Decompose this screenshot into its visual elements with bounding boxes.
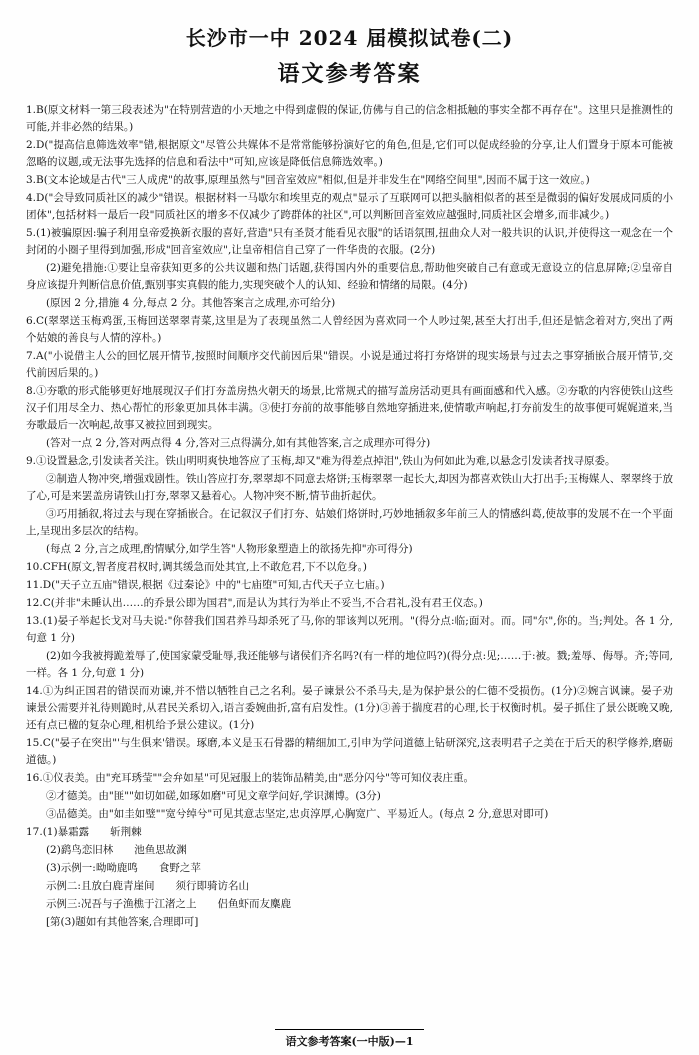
answer-subitem: (2)如今我被拇跪羞辱了,使国家蒙受耻辱,我还能够与诸侯们齐名吗?(有一样的地位吗?)(得分点:见;……于:被。戮;羞辱、侮辱。齐;等同,一样。各 1 分,句意 1 分) — [26, 650, 673, 679]
page-title: 长沙市一中 2024 届模拟试卷(二) — [185, 26, 514, 50]
answer-item: 13.(1)晏子举起长戈对马夫说:"你替我们国君养马却杀死了马,你的罪该判以死刑。"(得分点:临;面对。而。同"尔",你的。当;判处。各 1 分,句意 1 分) — [26, 615, 673, 644]
answer-subitem: (2)避免措施:①要让皇帝获知更多的公共议题和热门话题,获得国内外的重要信息,帮助他突破自己有意或无意设立的信息屏障;②皇帝自身应该提升判断信息价值,甄别事实真假的能力,实现突破个人的认知、经验和情绪的局限。(4分) — [26, 262, 673, 291]
answer-item: 15.C("晏子在突出"'与生俱来'错误。琢磨,本义是玉石骨器的精细加工,引申为学问道德上钻研深究,这表明君子之美在于后天的积学修养,磨砺道德。) — [26, 737, 673, 766]
answer-item: 10.CFH(原文,智者度君权时,调其缓急而处其宜,上不敢危君,下不以危身。) — [26, 561, 367, 573]
answer-subitem: (3)示例一:呦呦鹿鸣 食野之苹 — [45, 862, 201, 874]
answer-item: 3.B(文本论域是古代"三人成虎"的故事,原理虽然与"回音室效应"相似,但是并非发生在"网络空间里",因而不属于这一效应。) — [26, 174, 590, 186]
answers-list — [26, 102, 673, 931]
answer-item: 12.C(并非"未睡认出……的乔景公即为国君",而是认为其行为举止不妥当,不合君礼,没有君王仪态。) — [26, 597, 483, 609]
answer-item: 5.(1)被骗原因:骗子利用皇帝爱换新衣服的喜好,营造"只有圣贤才能看见衣服"的话语氛围,扭曲众人对一般共识的认识,并使得这一观念在一个封闭的小圈子里得到加强,形成"回音室效应",让皇帝相信自己穿了一件华贵的衣服。(2分) — [26, 227, 673, 256]
footer-label: 语文参考答案(一中版)—1 — [275, 1029, 423, 1049]
answer-subitem: (2)鹞鸟恋旧林 池鱼思故渊 — [45, 844, 187, 856]
page-subtitle: 语文参考答案 — [277, 61, 422, 87]
answer-item: 17.(1)暴霜露 斩荆棘 — [26, 826, 142, 838]
answer-item: 2.D("提高信息筛选效率"错,根据原文"尽管公共媒体不是常常能够扮演好它的角色,但是,它们可以促成经验的分享,让人们置身于原本可能被忽略的议题,或无法事先选择的信息和看法中"可知,应该是降低信息筛选效率。) — [26, 139, 673, 168]
answer-item: 11.D("天子立五庙"错误,根据《过秦论》中的"七庙堕"可知,古代天子立七庙。) — [26, 579, 385, 591]
answer-item: 6.C(翠翠送玉梅鸡蛋,玉梅回送翠翠青菜,这里是为了表现虽然二人曾经因为喜欢同一个人吵过架,甚至大打出手,但还是惦念着对方,突出了两个姑娘的善良与人情的淳朴。) — [26, 315, 673, 344]
answer-item: 1.B(原文材料一第三段表述为"在特别营造的小天地之中得到虚假的保证,仿佛与自己的信念相抵触的事实全都不再存在"。这里只是推测性的可能,并非必然的结果。) — [26, 104, 673, 133]
answer-item: 9.①设置悬念,引发读者关注。铁山明明爽快地答应了玉梅,却又"难为得差点掉泪",铁山为何如此为难,以悬念引发读者找寻原委。 — [26, 455, 616, 467]
answer-subitem: ③巧用插叙,将过去与现在穿插嵌合。在记叙汉子们打夯、姑娘们烙饼时,巧妙地插叙多年前三人的情感纠葛,使故事的发展不在一个平面上,呈现出多层次的结构。 — [26, 508, 673, 537]
answer-subitem: 示例二:且放白鹿青崖间 须行即骑访名山 — [45, 880, 249, 892]
answer-item: 16.①仪表美。由"充耳琇莹""会弁如星"可见冠服上的装饰品精美,由"恶分闪兮"等可知仪表庄重。 — [26, 772, 475, 784]
answer-subitem: [第(3)题如有其他答案,合理即可] — [45, 916, 199, 928]
answer-item: 4.D("会导致同质社区的减少"错误。根据材料一马歇尔和埃里克的观点"显示了互联网可以把头脑相似者的甚至是微弱的偏好发展成同质的小团体",包括材料一最后一段"同质社区的增多不仅减少了跨群体的社区",可以判断回音室效应越强时,同质社区会增多,而非减少。) — [26, 192, 673, 221]
answer-subitem: 示例三:况吾与子渔樵于江渚之上 侣鱼虾而友麋鹿 — [45, 898, 291, 910]
answer-item: 7.A("小说借主人公的回忆展开情节,按照时间顺序交代前因后果"错误。小说是通过将打夯烙饼的现实场景与过去之事穿插嵌合展开情节,交代前因后果的。) — [26, 350, 673, 379]
answer-item: 14.①为纠正国君的错误而劝谏,并不惜以牺牲自己之名利。晏子谏景公不杀马夫,是为保护景公的仁德不受损伤。(1分)②婉言讽谏。晏子劝谏景公需要并礼待则跪时,从君民关系切入,语言委婉曲折,富有启发性。(1分)③善于揣度君的心理,长于权衡时机。晏子抓住了景公既晚又晚,还有点已楹的复杂心理,相机给予景公建议。(1分) — [26, 685, 673, 731]
answer-subitem: ②才德美。由"匪""如切如磋,如琢如磨"可见文章学问好,学识渊博。(3分) — [45, 790, 381, 802]
answer-subitem: (原因 2 分,措施 4 分,每点 2 分。其他答案言之成理,亦可给分) — [45, 297, 336, 309]
answer-subitem: ②制造人物冲突,增强戏剧性。铁山答应打夯,翠翠却不同意去烙饼;玉梅翠翠一起长大,却因为都喜欢铁山大打出手;玉梅媒人、翠翠终于放了心,可是来罢盖房请铁山打夯,翠翠又悬着心。人物冲突不断,情节曲折起伏。 — [26, 473, 673, 502]
page-footer — [0, 1029, 699, 1049]
answer-subitem: ③品德美。由"如圭如璧""宽兮绰兮"可见其意志坚定,忠贞淳厚,心胸宽广、平易近人。(每点 2 分,意思对即可) — [45, 808, 549, 820]
answer-subitem: (每点 2 分,言之成理,酌情赋分,如学生答"人物形象塑造上的欲扬先抑"亦可得分) — [45, 543, 413, 555]
answer-subitem: (答对一点 2 分,答对两点得 4 分,答对三点得满分,如有其他答案,言之成理亦可得分) — [45, 437, 431, 449]
answer-item: 8.①夯歌的形式能够更好地展现汉子们打夯盖房热火朝天的场景,比常规式的描写盖房活动更具有画面感和代入感。②夯歌的内容使铁山这些汉子们用尽全力、热心帮忙的形象更加具体丰满。③使打夯前的故事能够自然地穿插进来,使情歌声响起,打夯前发生的故事便可娓娓道来,当夯歌最后一次响起,故事又被拉回到现实。 — [26, 385, 673, 431]
